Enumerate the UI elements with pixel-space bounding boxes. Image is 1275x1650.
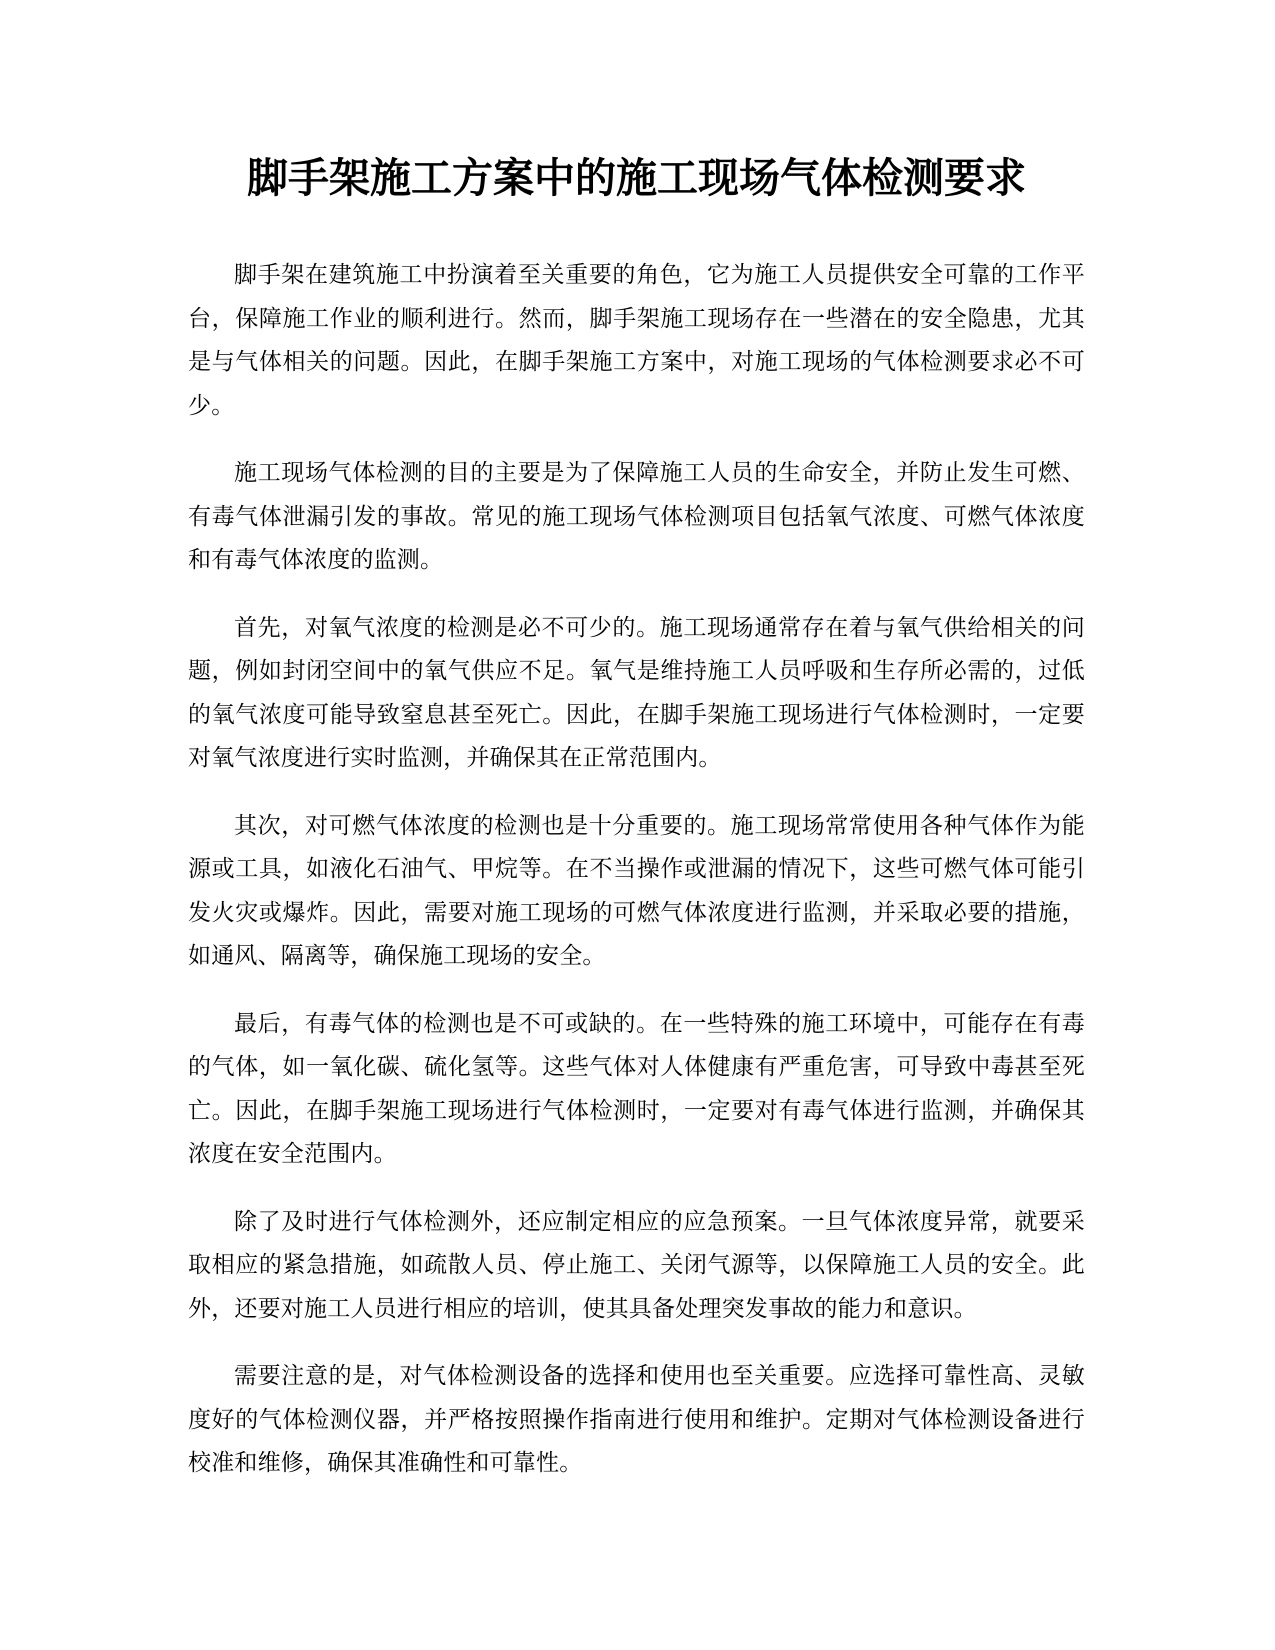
paragraph-purpose: 施工现场气体检测的目的主要是为了保障施工人员的生命安全，并防止发生可燃、有毒气体泄漏引发的事故。常见的施工现场气体检测项目包括氧气浓度、可燃气体浓度和有毒气体浓度的监测。 [188, 460, 1085, 573]
paragraph-toxic: 最后，有毒气体的检测也是不可或缺的。在一些特殊的施工环境中，可能存在有毒的气体，如一氧化碳、硫化氢等。这些气体对人体健康有严重危害，可导致中毒甚至死亡。因此，在脚手架施工现场进行气体检测时，一定要对有毒气体进行监测，并确保其浓度在安全范围内。 [188, 1010, 1085, 1167]
paragraph-oxygen: 首先，对氧气浓度的检测是必不可少的。施工现场通常存在着与氧气供给相关的问题，例如封闭空间中的氧气供应不足。氧气是维持施工人员呼吸和生存所必需的，过低的氧气浓度可能导致窒息甚至死亡。因此，在脚手架施工现场进行气体检测时，一定要对氧气浓度进行实时监测，并确保其在正常范围内。 [188, 614, 1085, 771]
paragraph-emergency: 除了及时进行气体检测外，还应制定相应的应急预案。一旦气体浓度异常，就要采取相应的紧急措施，如疏散人员、停止施工、关闭气源等，以保障施工人员的安全。此外，还要对施工人员进行相应的培训，使其具备处理突发事故的能力和意识。 [188, 1208, 1085, 1322]
paragraph-equipment: 需要注意的是，对气体检测设备的选择和使用也至关重要。应选择可靠性高、灵敏度好的气体检测仪器，并严格按照操作指南进行使用和维护。定期对气体检测设备进行校准和维修，确保其准确性和可靠性。 [188, 1363, 1085, 1476]
paragraph-intro: 脚手架在建筑施工中扮演着至关重要的角色，它为施工人员提供安全可靠的工作平台，保障施工作业的顺利进行。然而，脚手架施工现场存在一些潜在的安全隐患，尤其是与气体相关的问题。因此，在脚手架施工方案中，对施工现场的气体检测要求必不可少。 [188, 262, 1085, 419]
document-title: 脚手架施工方案中的施工现场气体检测要求 [247, 154, 1026, 202]
document-body [188, 254, 1085, 1486]
paragraph-combustible: 其次，对可燃气体浓度的检测也是十分重要的。施工现场常常使用各种气体作为能源或工具，如液化石油气、甲烷等。在不当操作或泄漏的情况下，这些可燃气体可能引发火灾或爆炸。因此，需要对施工现场的可燃气体浓度进行监测，并采取必要的措施，如通风、隔离等，确保施工现场的安全。 [188, 812, 1085, 969]
